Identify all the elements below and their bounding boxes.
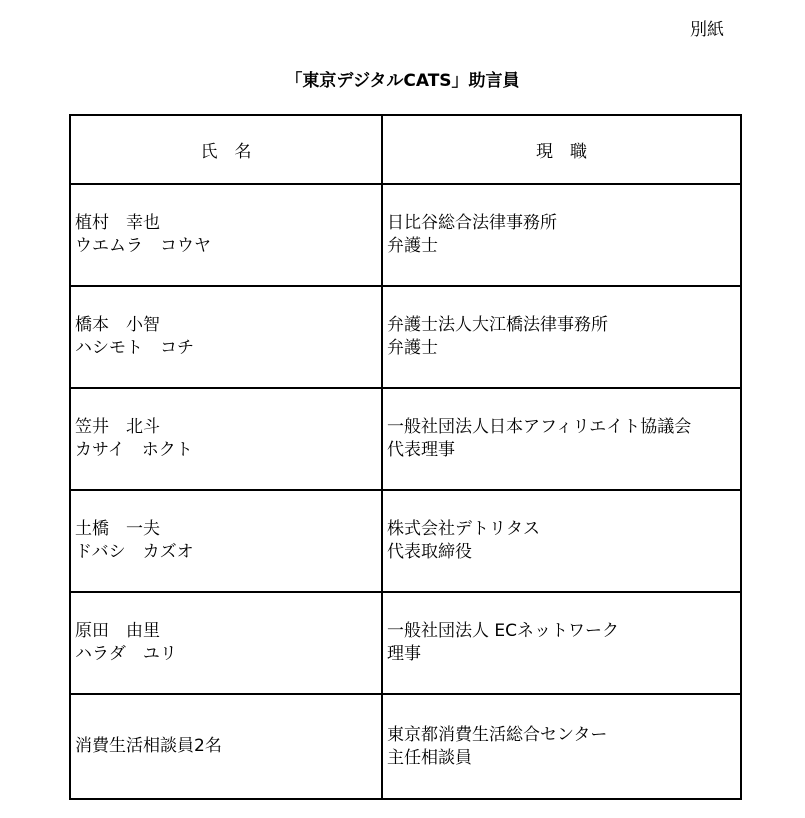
role: 代表取締役 [387, 542, 472, 562]
organization: 一般社団法人 ECネットワーク [387, 621, 620, 641]
position-cell [382, 490, 741, 592]
person-name: 橋本 小智 [75, 315, 160, 335]
organization: 日比谷総合法律事務所 [387, 213, 557, 233]
role: 代表理事 [387, 440, 455, 460]
organization: 一般社団法人日本アフィリエイト協議会 [387, 417, 692, 437]
person-kana: ウエムラ コウヤ [75, 236, 211, 256]
name-cell [70, 490, 382, 592]
table-row [70, 592, 741, 694]
role: 弁護士 [387, 338, 438, 358]
position-cell [382, 592, 741, 694]
table-header-row [70, 115, 741, 184]
person-name: 植村 幸也 [75, 213, 160, 233]
role: 理事 [387, 644, 421, 664]
table-row [70, 184, 741, 286]
advisors-table [69, 114, 742, 800]
name-cell [70, 592, 382, 694]
person-name: 土橋 一夫 [75, 519, 160, 539]
person-kana: ハシモト コチ [75, 338, 194, 358]
position-cell [382, 388, 741, 490]
position-cell [382, 286, 741, 388]
organization: 弁護士法人大江橋法律事務所 [387, 315, 608, 335]
person-kana: ハラダ ユリ [75, 644, 177, 664]
annex-label: 別紙 [690, 20, 724, 40]
organization: 東京都消費生活総合センター [387, 724, 608, 745]
table-row [70, 490, 741, 592]
name-cell [70, 694, 382, 799]
table-row [70, 286, 741, 388]
position-cell [382, 694, 741, 799]
header-position: 現 職 [382, 115, 741, 184]
role: 主任相談員 [387, 747, 472, 768]
table-row [70, 694, 741, 799]
table-row [70, 388, 741, 490]
document-title: 「東京デジタルCATS」助言員 [285, 71, 520, 91]
name-cell [70, 286, 382, 388]
role: 弁護士 [387, 236, 438, 256]
person-name: 原田 由里 [75, 621, 160, 641]
organization: 株式会社デトリタス [387, 519, 540, 539]
person-name: 消費生活相談員2名 [75, 736, 222, 756]
person-name: 笠井 北斗 [75, 417, 160, 437]
position-cell [382, 184, 741, 286]
name-cell [70, 184, 382, 286]
person-kana: ドバシ カズオ [75, 542, 194, 562]
person-kana: カサイ ホクト [75, 440, 193, 460]
header-name: 氏 名 [70, 115, 382, 184]
name-cell [70, 388, 382, 490]
